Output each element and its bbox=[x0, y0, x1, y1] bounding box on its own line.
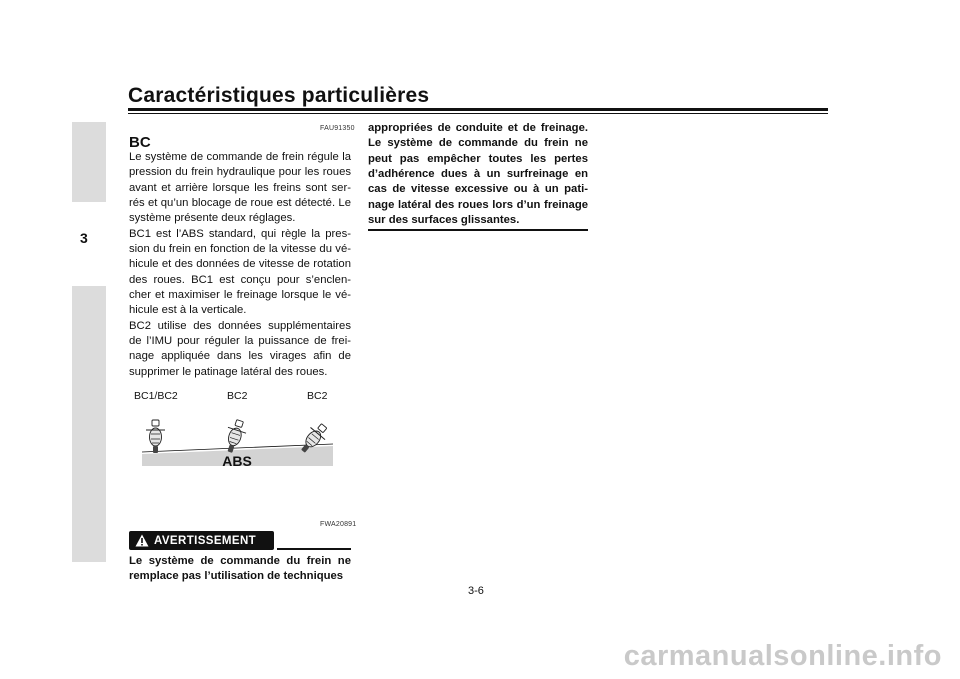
body-paragraph-3: BC2 utilise des données supplémentaires de l’IMU pour réguler la puissance de frei-nage appliquée dans les virages afin de supprimer le patinage latéral des roues. bbox=[129, 319, 351, 378]
section-heading: BC bbox=[129, 134, 151, 151]
section-code: FAU91350 bbox=[320, 125, 355, 132]
header-rule bbox=[128, 108, 828, 111]
figure-label-bc2-b: BC2 bbox=[307, 390, 328, 402]
warning-triangle-icon bbox=[135, 534, 149, 547]
body-paragraph-1: Le système de commande de frein régule la pression du frein hydraulique pour les roues avant et arrière lorsque les freins sont ser-rés et qu’un blocage de roue est détecté. Le système présente deux réglages. bbox=[129, 151, 351, 225]
warning-badge bbox=[129, 531, 274, 550]
chapter-number: 3 bbox=[80, 230, 88, 246]
warning-label: AVERTISSEMENT bbox=[154, 534, 257, 547]
warning-text: Le système de commande du frein ne remplace pas l’utilisation de techniques bbox=[129, 555, 351, 583]
section-body bbox=[129, 150, 351, 380]
header-rule-thin bbox=[128, 113, 828, 114]
warning-rule bbox=[277, 548, 351, 550]
chapter-tab-active bbox=[72, 202, 106, 286]
warning-code: FWA20891 bbox=[320, 521, 357, 528]
watermark: carmanualsonline.info bbox=[623, 640, 942, 672]
chapter-tab bbox=[72, 122, 106, 562]
abs-figure bbox=[135, 410, 340, 472]
abs-label: ABS bbox=[222, 453, 252, 469]
warning-text-continued: appropriées de conduite et de freinage. Le système de commande du frein ne peut pas empêcher toutes les pertes d’adhérence dues à un surfreinage en cas de vitesse excessive ou à un pati-nage latéral des roues lors d’un freinage sur des surfaces glissantes. bbox=[368, 122, 588, 227]
page-number: 3-6 bbox=[468, 585, 484, 597]
motorcycle-upright-icon bbox=[146, 420, 165, 453]
figure-label-bc2-a: BC2 bbox=[227, 390, 248, 402]
body-paragraph-2: BC1 est l’ABS standard, qui règle la pres-sion du frein en fonction de la vitesse du vé-hicule et des données de vitesse de rotation des roues. BC1 est conçu pour s’enclen-cher et maximiser le freinage lorsque le vé-hicule est à la verticale. bbox=[129, 227, 351, 317]
page-title: Caractéristiques particulières bbox=[128, 84, 430, 107]
figure-label-bc1-bc2: BC1/BC2 bbox=[134, 390, 178, 402]
warning-end-rule bbox=[368, 229, 588, 231]
motorcycle-leaning-icon bbox=[221, 418, 249, 455]
